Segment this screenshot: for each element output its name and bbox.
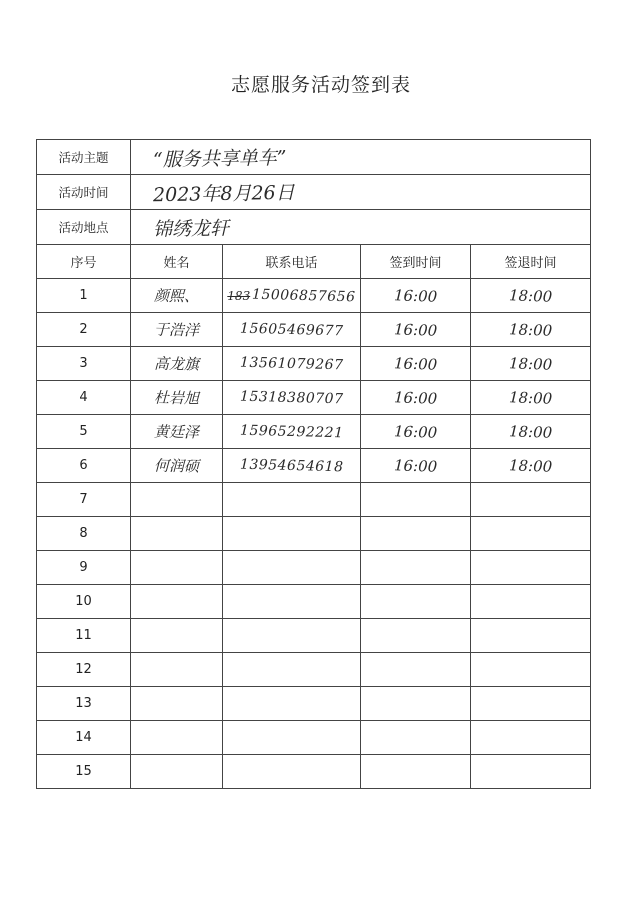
row-signin-time-cell [361,313,471,347]
row-signin-time-cell [361,279,471,313]
row-phone-cell [223,313,361,347]
header-row [37,245,591,279]
row-name-cell [131,313,223,347]
row-phone-cell [223,721,361,755]
page-title: 志愿服务活动签到表 [230,74,411,96]
table-row [37,721,591,755]
row-number-cell: 8 [37,517,131,551]
row-name: 于浩洋 [153,320,200,340]
row-name-cell [131,279,223,313]
row-signout-time-cell [471,279,591,313]
row-signout-time-cell [471,347,591,381]
row-name-cell [131,721,223,755]
table-row [37,585,591,619]
row-signout-time-cell [471,517,591,551]
row-phone-cell [223,381,361,415]
table-row [37,381,591,415]
place-value: 锦绣龙轩 [152,216,230,241]
row-number-cell: 1 [37,279,131,313]
theme-value-cell [131,140,591,175]
row-number-cell: 11 [37,619,131,653]
row-number-cell: 2 [37,313,131,347]
row-signout-time-cell [471,687,591,721]
header-no: 序号 [37,245,131,279]
row-signin-time-cell [361,381,471,415]
table-row [37,517,591,551]
row-name-cell [131,653,223,687]
row-phone-cell [223,449,361,483]
row-phone-cell [223,551,361,585]
row-phone: 15006857656 [252,286,356,305]
row-signin-time-cell [361,347,471,381]
row-name-cell [131,415,223,449]
signin-table [36,139,591,789]
row-name-cell [131,381,223,415]
table-row [37,347,591,381]
row-signin-time-cell [361,517,471,551]
row-phone: 13561079267 [239,354,344,373]
row-signin-time-cell [361,687,471,721]
row-signin-time-cell [361,755,471,789]
row-number-cell: 6 [37,449,131,483]
row-number-cell: 14 [37,721,131,755]
row-number-cell: 12 [37,653,131,687]
theme-label: 活动主题 [37,140,131,175]
time-row [37,175,591,210]
row-signin-time: 16:00 [393,387,438,408]
row-number-cell: 15 [37,755,131,789]
row-number-cell: 13 [37,687,131,721]
row-signout-time-cell [471,483,591,517]
row-signin-time: 16:00 [393,353,438,374]
row-phone-cell [223,687,361,721]
table-row [37,415,591,449]
row-signin-time: 16:00 [393,319,438,340]
header-signout: 签退时间 [471,245,591,279]
row-signin-time-cell [361,483,471,517]
row-name-cell [131,483,223,517]
row-number-cell: 4 [37,381,131,415]
row-phone: 15318380707 [239,388,344,407]
header-phone: 联系电话 [223,245,361,279]
row-signin-time: 16:00 [393,421,438,442]
row-signout-time-cell [471,415,591,449]
row-name: 何润硕 [153,456,200,476]
row-name: 杜岩旭 [153,388,200,408]
table-row [37,279,591,313]
row-phone-cell [223,653,361,687]
row-signout-time-cell [471,449,591,483]
row-name-cell [131,619,223,653]
table-row [37,653,591,687]
row-phone: 13954654618 [239,456,344,475]
row-number-cell: 10 [37,585,131,619]
row-signin-time: 16:00 [393,455,438,476]
time-label: 活动时间 [37,175,131,210]
table-row [37,449,591,483]
table-row [37,687,591,721]
theme-row [37,140,591,175]
row-name: 高龙旗 [153,354,200,374]
row-number-cell: 7 [37,483,131,517]
row-signout-time: 18:00 [508,387,553,408]
table-row [37,619,591,653]
row-signin-time-cell [361,415,471,449]
row-signout-time: 18:00 [508,421,553,442]
row-name-cell [131,449,223,483]
row-signin-time-cell [361,653,471,687]
theme-value: “服务共享单车” [152,146,287,171]
row-signin-time: 16:00 [393,285,438,306]
row-phone-cell [223,347,361,381]
row-phone-cell [223,517,361,551]
table-row [37,313,591,347]
row-phone: 15605469677 [239,320,344,339]
row-signout-time-cell [471,381,591,415]
row-name-cell [131,755,223,789]
row-phone-struck: 183 [227,288,251,303]
row-name-cell [131,517,223,551]
row-signout-time-cell [471,721,591,755]
row-phone: 15965292221 [239,422,344,441]
row-name-cell [131,585,223,619]
row-phone-cell [223,483,361,517]
row-signout-time-cell [471,313,591,347]
table-row [37,551,591,585]
row-phone-cell [223,585,361,619]
row-signin-time-cell [361,551,471,585]
row-signout-time-cell [471,619,591,653]
row-phone-cell [223,619,361,653]
table-row [37,755,591,789]
row-signout-time: 18:00 [508,455,553,476]
place-label: 活动地点 [37,210,131,245]
row-name: 颜熙、 [153,286,200,306]
row-number-cell: 3 [37,347,131,381]
row-number-cell: 9 [37,551,131,585]
row-name: 黄廷泽 [153,422,200,442]
row-signout-time: 18:00 [508,319,553,340]
row-signout-time-cell [471,551,591,585]
row-signout-time: 18:00 [508,353,553,374]
place-row [37,210,591,245]
row-signout-time-cell [471,653,591,687]
row-phone-cell [223,415,361,449]
row-phone-cell [223,279,361,313]
row-name-cell [131,687,223,721]
row-name-cell [131,347,223,381]
time-value-cell [131,175,591,210]
row-signin-time-cell [361,449,471,483]
row-signin-time-cell [361,721,471,755]
row-number-cell: 5 [37,415,131,449]
table-row [37,483,591,517]
row-signout-time-cell [471,585,591,619]
row-signin-time-cell [361,585,471,619]
row-signin-time-cell [361,619,471,653]
time-value: 2023年8月26日 [152,181,295,206]
row-name-cell [131,551,223,585]
header-name: 姓名 [131,245,223,279]
header-signin: 签到时间 [361,245,471,279]
row-signout-time-cell [471,755,591,789]
row-signout-time: 18:00 [508,285,553,306]
place-value-cell [131,210,591,245]
row-phone-cell [223,755,361,789]
